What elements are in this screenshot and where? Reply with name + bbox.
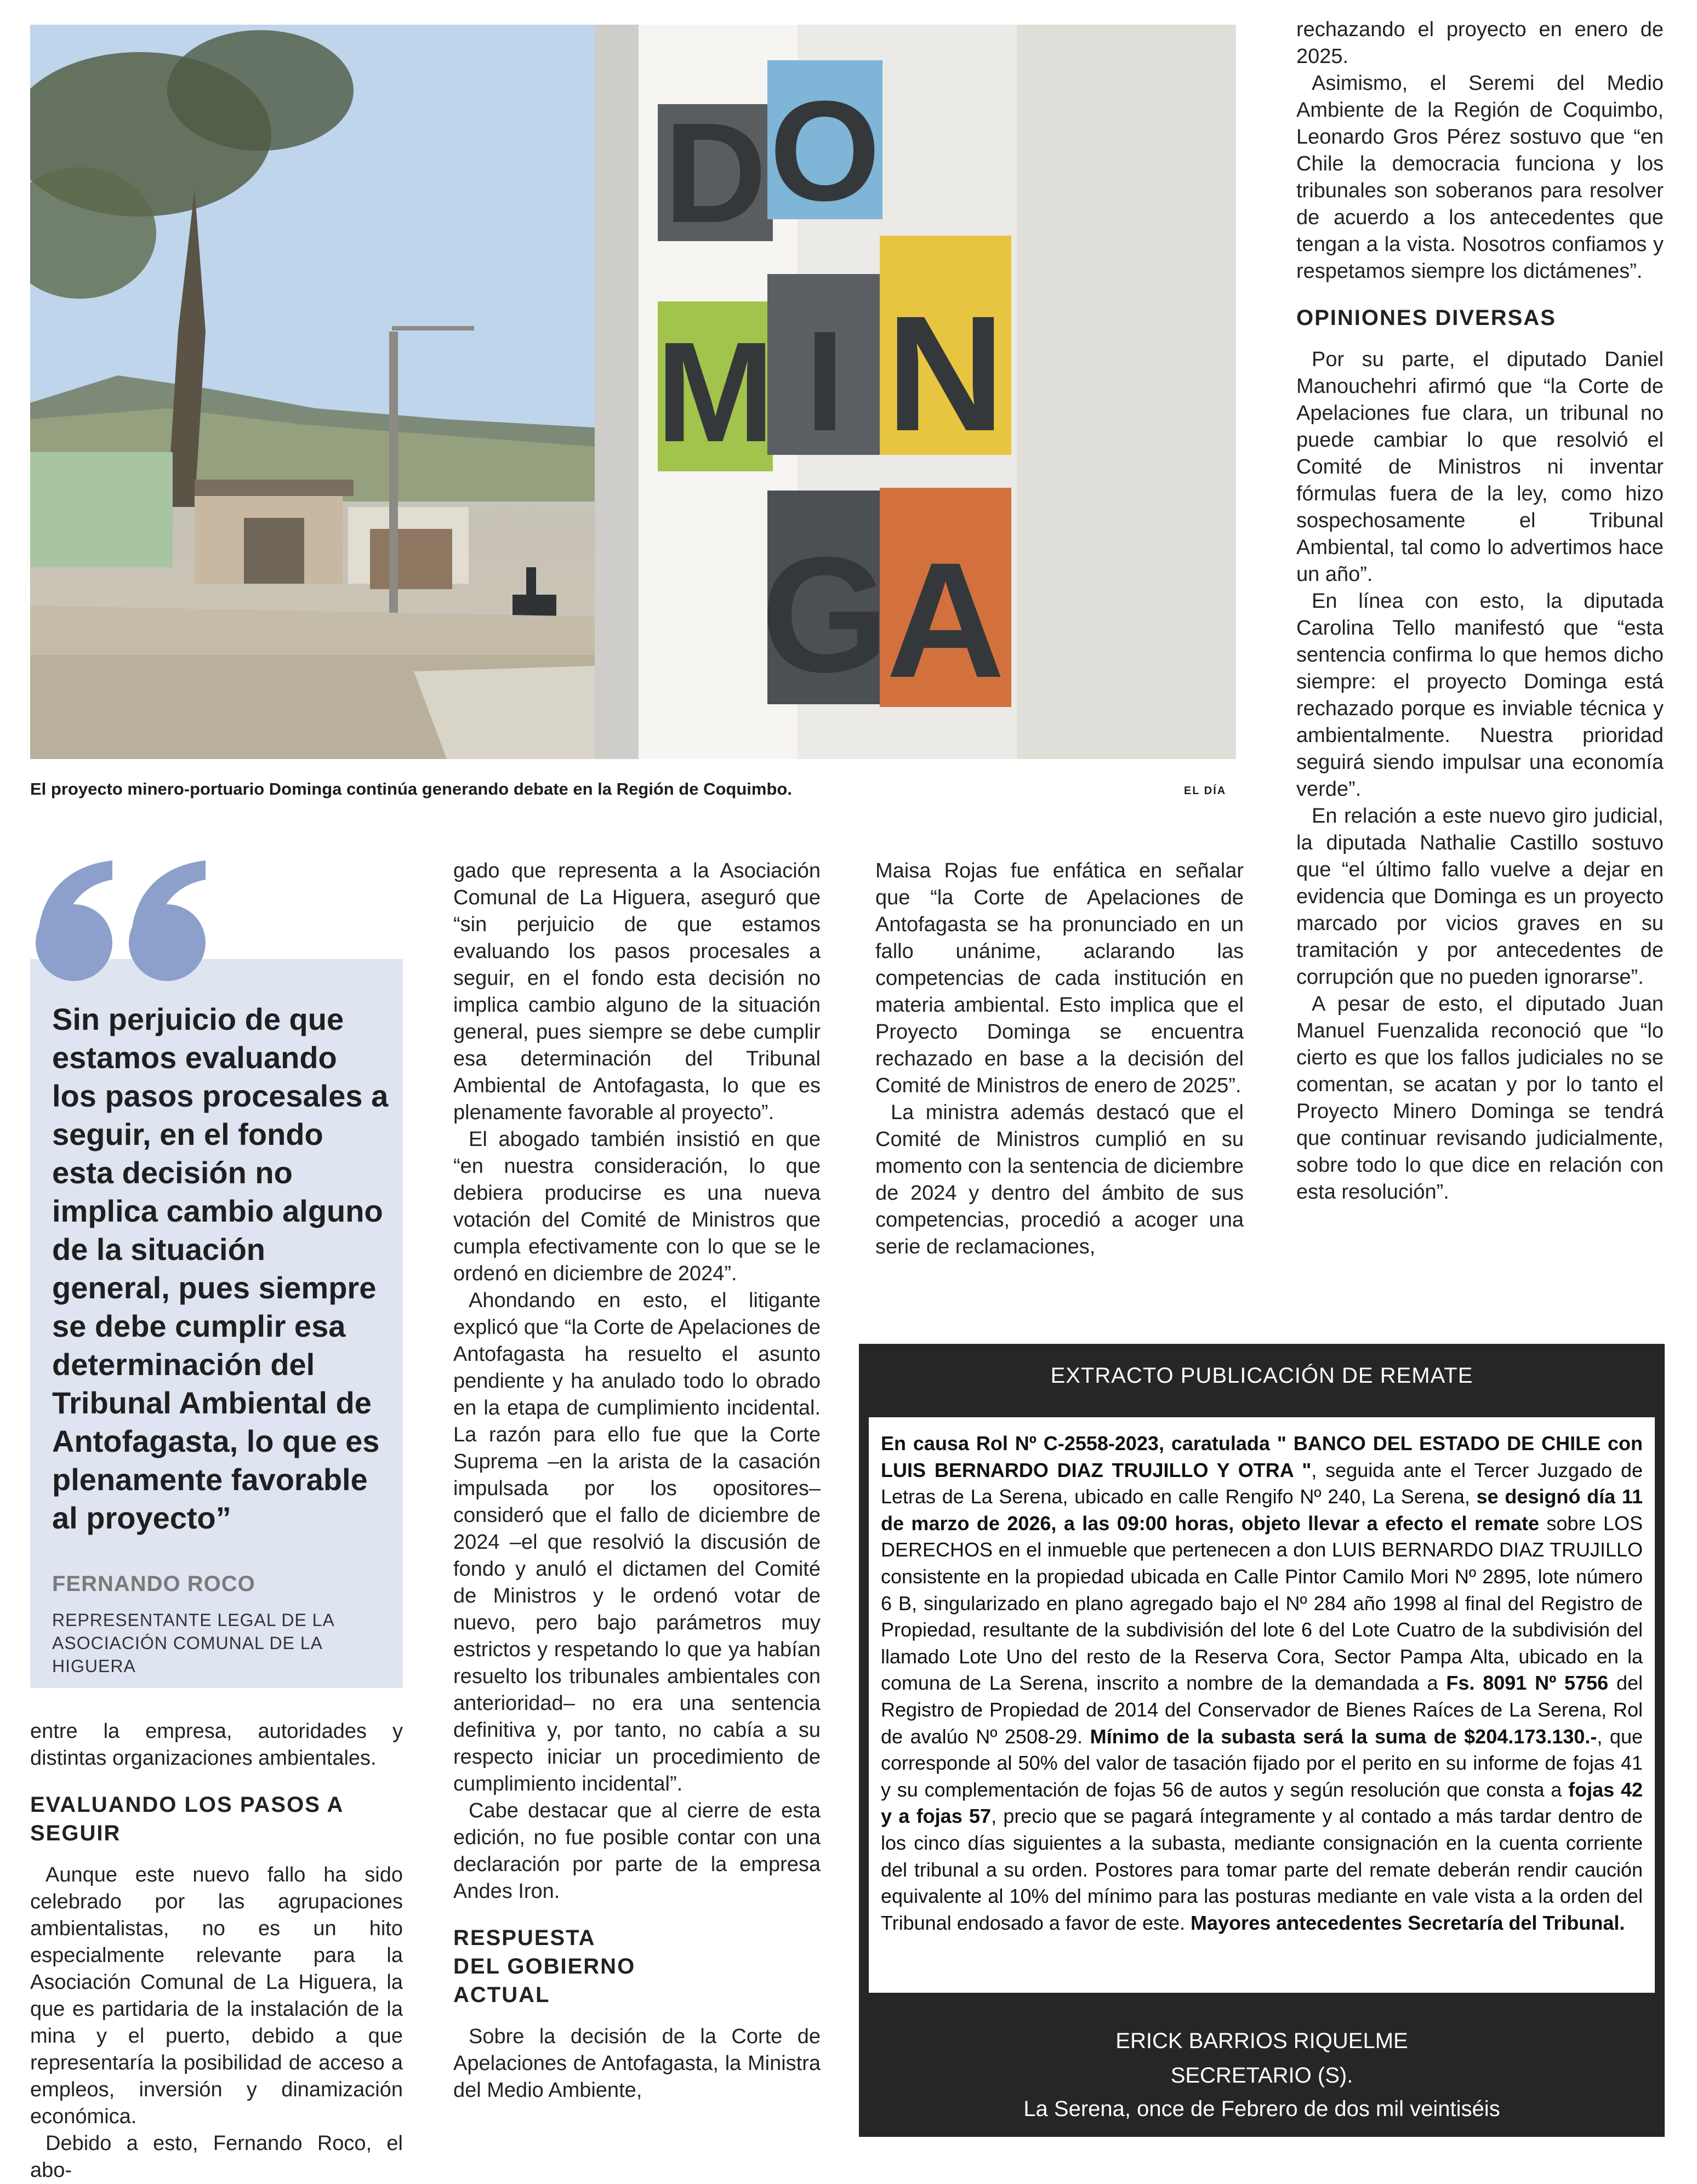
col2-paragraph: Sobre la decisión de la Corte de Apelaciones de Antofagasta, la Ministra del Medio Ambiente,	[453, 2025, 821, 2102]
col3-paragraph: Maisa Rojas fue enfática en señalar que “la Corte de Apelaciones de Antofagasta se ha pronunciado en un fallo unánime, aclarando las competencias de cada institución en materia ambiental. Esto implica que el Proyecto Dominga se encuentra rechazado en base a la decisión del Comité de Ministros de enero de 2025”.	[875, 859, 1244, 1097]
sign-letter-d: D	[664, 94, 767, 253]
col4-paragraph: A pesar de esto, el diputado Juan Manuel Fuenzalida reconoció que “lo cierto es que los fallos judiciales no se comentan, se acatan y por lo tanto el Proyecto Minero Dominga se tendrá que continuar revisando judicialmente, sobre todo lo que dice en relación con esta resolución”.	[1296, 993, 1664, 1204]
notice-registry: del Registro de Propiedad de 2014 del Conservador de Bienes Raíces de La Serena, Rol de avalúo Nº 2508-29.	[881, 1672, 1643, 1748]
article-column-2	[453, 858, 821, 2104]
section-heading-opiniones: OPINIONES DIVERSAS	[1296, 306, 1556, 330]
sign-letter-m: M	[656, 313, 775, 472]
photo-caption: El proyecto minero-portuario Dominga continúa generando debate en la Región de Coquimbo.	[30, 779, 792, 799]
legal-notice-title: EXTRACTO PUBLICACIÓN DE REMATE	[1050, 1364, 1473, 1388]
notice-valuation: , que corresponde al 50% del valor de tasación fijado por el perito en su informe de fojas 41 y su complementación de fojas 56 de autos y según resolución que consta a	[881, 1725, 1643, 1801]
notice-date-line: La Serena, once de Febrero de dos mil veintiséis	[1023, 2097, 1500, 2121]
col1-paragraph: entre la empresa, autoridades y distintas organizaciones ambientales.	[30, 1720, 403, 1770]
col2-paragraph: El abogado también insistió en que “en nuestra consideración, lo que debiera producirse es una nueva votación del Comité de Ministros que cumpla efectivamente con lo que se le ordenó en diciembre de 2024”.	[453, 1128, 821, 1285]
sign-letter-n: N	[886, 281, 1005, 465]
notice-case: En causa Rol Nº C-2558-2023, caratulada " BANCO DEL ESTADO DE CHILE con LUIS BERNARDO DIAZ TRUJILLO Y OTRA "	[881, 1432, 1643, 1481]
col3-paragraph: La ministra además destacó que el Comité de Ministros cumplió en su momento con la sentencia de diciembre de 2024 y dentro del ámbito de sus competencias, procedió a acoger una serie de reclamaciones,	[875, 1101, 1244, 1258]
notice-minimum: Mínimo de la subasta será la suma de $204.173.130.-	[1090, 1725, 1597, 1748]
notice-more-info: Mayores antecedentes Secretaría del Tribunal.	[1191, 1911, 1625, 1934]
col4-paragraph: En línea con esto, la diputada Carolina Tello manifestó que “esta sentencia confirma lo que hemos dicho siempre: el proyecto Dominga está rechazado porque es inviable técnica y ambientalmente. Nuestra prioridad seguirá siendo impulsar una economía verde”.	[1296, 590, 1664, 801]
notice-fojas-resolution: fojas 42 y a fojas 57	[881, 1778, 1643, 1828]
notice-signer: ERICK BARRIOS RIQUELME	[1115, 2029, 1408, 2053]
pull-quote-author: FERNANDO ROCO	[52, 1572, 255, 1596]
article-column-4	[1296, 16, 1664, 1206]
notice-court: , seguida ante el Tercer Juzgado de Letras de La Serena, ubicado en calle Rengifo Nº 240, La Serena,	[881, 1458, 1643, 1508]
col2-paragraph: Cabe destacar que al cierre de esta edición, no fue posible contar con una declaración por parte de la empresa Andes Iron.	[453, 1799, 821, 1903]
notice-payment: , precio que se pagará íntegramente y al contado a más tardar dentro de los cinco días siguientes a la subasta, mediante consignación en la cuenta corriente del tribunal a su orden. Postores para tomar parte del remate deberán rendir caución equivalente al 10% del mínimo para las posturas mediante en vale vista a la orden del Tribunal endosado a favor de este.	[881, 1805, 1643, 1934]
pull-quote-role: REPRESENTANTE LEGAL DE LA ASOCIACIÓN COMUNAL DE LA HIGUERA	[52, 1610, 334, 1676]
section-heading-evaluando: EVALUANDO LOS PASOS A SEGUIR	[30, 1793, 343, 1845]
photo-credit: EL DÍA	[1184, 785, 1227, 797]
sign-letter-i: I	[805, 302, 845, 461]
col4-paragraph: En relación a este nuevo giro judicial, la diputada Nathalie Castillo sostuvo que “el último fallo vuelve a dejar en evidencia que Dominga es un proyecto marcado por vicios graves en su tramitación y por antecedentes de corrupción que no pueden ignorarse”.	[1296, 805, 1664, 989]
col4-paragraph: Asimismo, el Seremi del Medio Ambiente de la Región de Coquimbo, Leonardo Gros Pérez sostuvo que “en Chile la democracia funciona y los tribunales son soberanos para resolver de acuerdo a los antecedentes que tengan a la vista. Nosotros confiamos y respetamos siempre los dictámenes”.	[1296, 72, 1664, 283]
sign-letter-g: G	[761, 522, 889, 706]
notice-fojas: Fs. 8091 Nº 5756	[1446, 1672, 1609, 1695]
legal-notice-body	[869, 1417, 1655, 1993]
article-column-1	[30, 1718, 403, 2184]
quote-mark-icon	[30, 860, 211, 986]
sign-letter-a: A	[886, 528, 1005, 712]
notice-property: sobre LOS DERECHOS en el inmueble que pertenecen a don LUIS BERNARDO DIAZ TRUJILLO consistente en la propiedad ubicada en Calle Pintor Camilo Mori Nº 2895, lote número 6 B, singularizado en plano agregado bajo el Nº 284 año 1998 al final del Registro de Propiedad, resultante de la subdivisión del lote 6 del Lote Cuatro de la subdivisión del llamado Lote Uno del resto de la Reserva Cora, Sector Pampa Alta, ubicado en la comuna de La Serena, inscrito a nombre de la demandada a	[881, 1512, 1643, 1695]
notice-signer-role: SECRETARIO (S).	[1170, 2063, 1353, 2088]
col4-paragraph: Por su parte, el diputado Daniel Manouchehri afirmó que “la Corte de Apelaciones fue clara, un tribunal no puede cambiar lo que resolvió el Comité de Ministros ni inventar fórmulas fuera de la ley, como hizo sospechosamente el Tribunal Ambiental, tal como lo advertimos hace un año”.	[1296, 348, 1664, 586]
section-heading-respuesta: RESPUESTA DEL GOBIERNO ACTUAL	[453, 1926, 636, 2007]
sign-letter-o: O	[769, 72, 881, 231]
photo-scene	[30, 25, 1236, 759]
col2-paragraph: Ahondando en esto, el litigante explicó que “la Corte de Apelaciones de Antofagasta ha resuelto el asunto pendiente y ha anulado todo lo obrado en la etapa de cumplimiento incidental. La razón para ello fue que la Corte Suprema –en la arista de la casación impulsada por los opositores– consideró que el fallo de diciembre de 2024 –el que resolvió la discusión de fondo y anuló el dictamen del Comité de Ministros y le ordenó votar de nuevo, pero bajo parámetros muy estrictos y respetando lo que ya habían resuelto los tribunales ambientales con anterioridad– no era una sentencia definitiva y, por tanto, no cabía a su respecto iniciar un procedimiento de cumplimiento incidental”.	[453, 1289, 821, 1795]
article-photo	[30, 25, 1236, 759]
col1-paragraph: Aunque este nuevo fallo ha sido celebrado por las agrupaciones ambientalistas, no es un hito especialmente relevante para la Asociación Comunal de La Higuera, la que es partidaria de la instalación de la mina y el puerto, debido a que representaría la posibilidad de acceso a empleos, inversión y dinamización económica.	[30, 1863, 403, 2128]
notice-date: se designó día 11 de marzo de 2026, a las 09:00 horas, objeto llevar a efecto el remate	[881, 1485, 1643, 1535]
article-column-3	[875, 858, 1244, 1261]
col1-paragraph: Debido a esto, Fernando Roco, el abo-	[30, 2132, 403, 2182]
col4-paragraph: rechazando el proyecto en enero de 2025.	[1296, 18, 1664, 68]
col2-paragraph: gado que representa a la Asociación Comunal de La Higuera, aseguró que “sin perjuicio de que estamos evaluando los pasos procesales a seguir, en el fondo esta decisión no implica cambio alguno de la situación general, pues siempre se debe cumplir esa determinación del Tribunal Ambiental de Antofagasta, lo que es plenamente favorable al proyecto”.	[453, 859, 821, 1124]
pull-quote-text: Sin perjuicio de que estamos evaluando los pasos procesales a seguir, en el fondo esta decisión no implica cambio alguno de la situación general, pues siempre se debe cumplir esa determinación del Tribunal Ambiental de Antofagasta, lo que es plenamente favorable al proyecto”	[52, 1002, 389, 1535]
